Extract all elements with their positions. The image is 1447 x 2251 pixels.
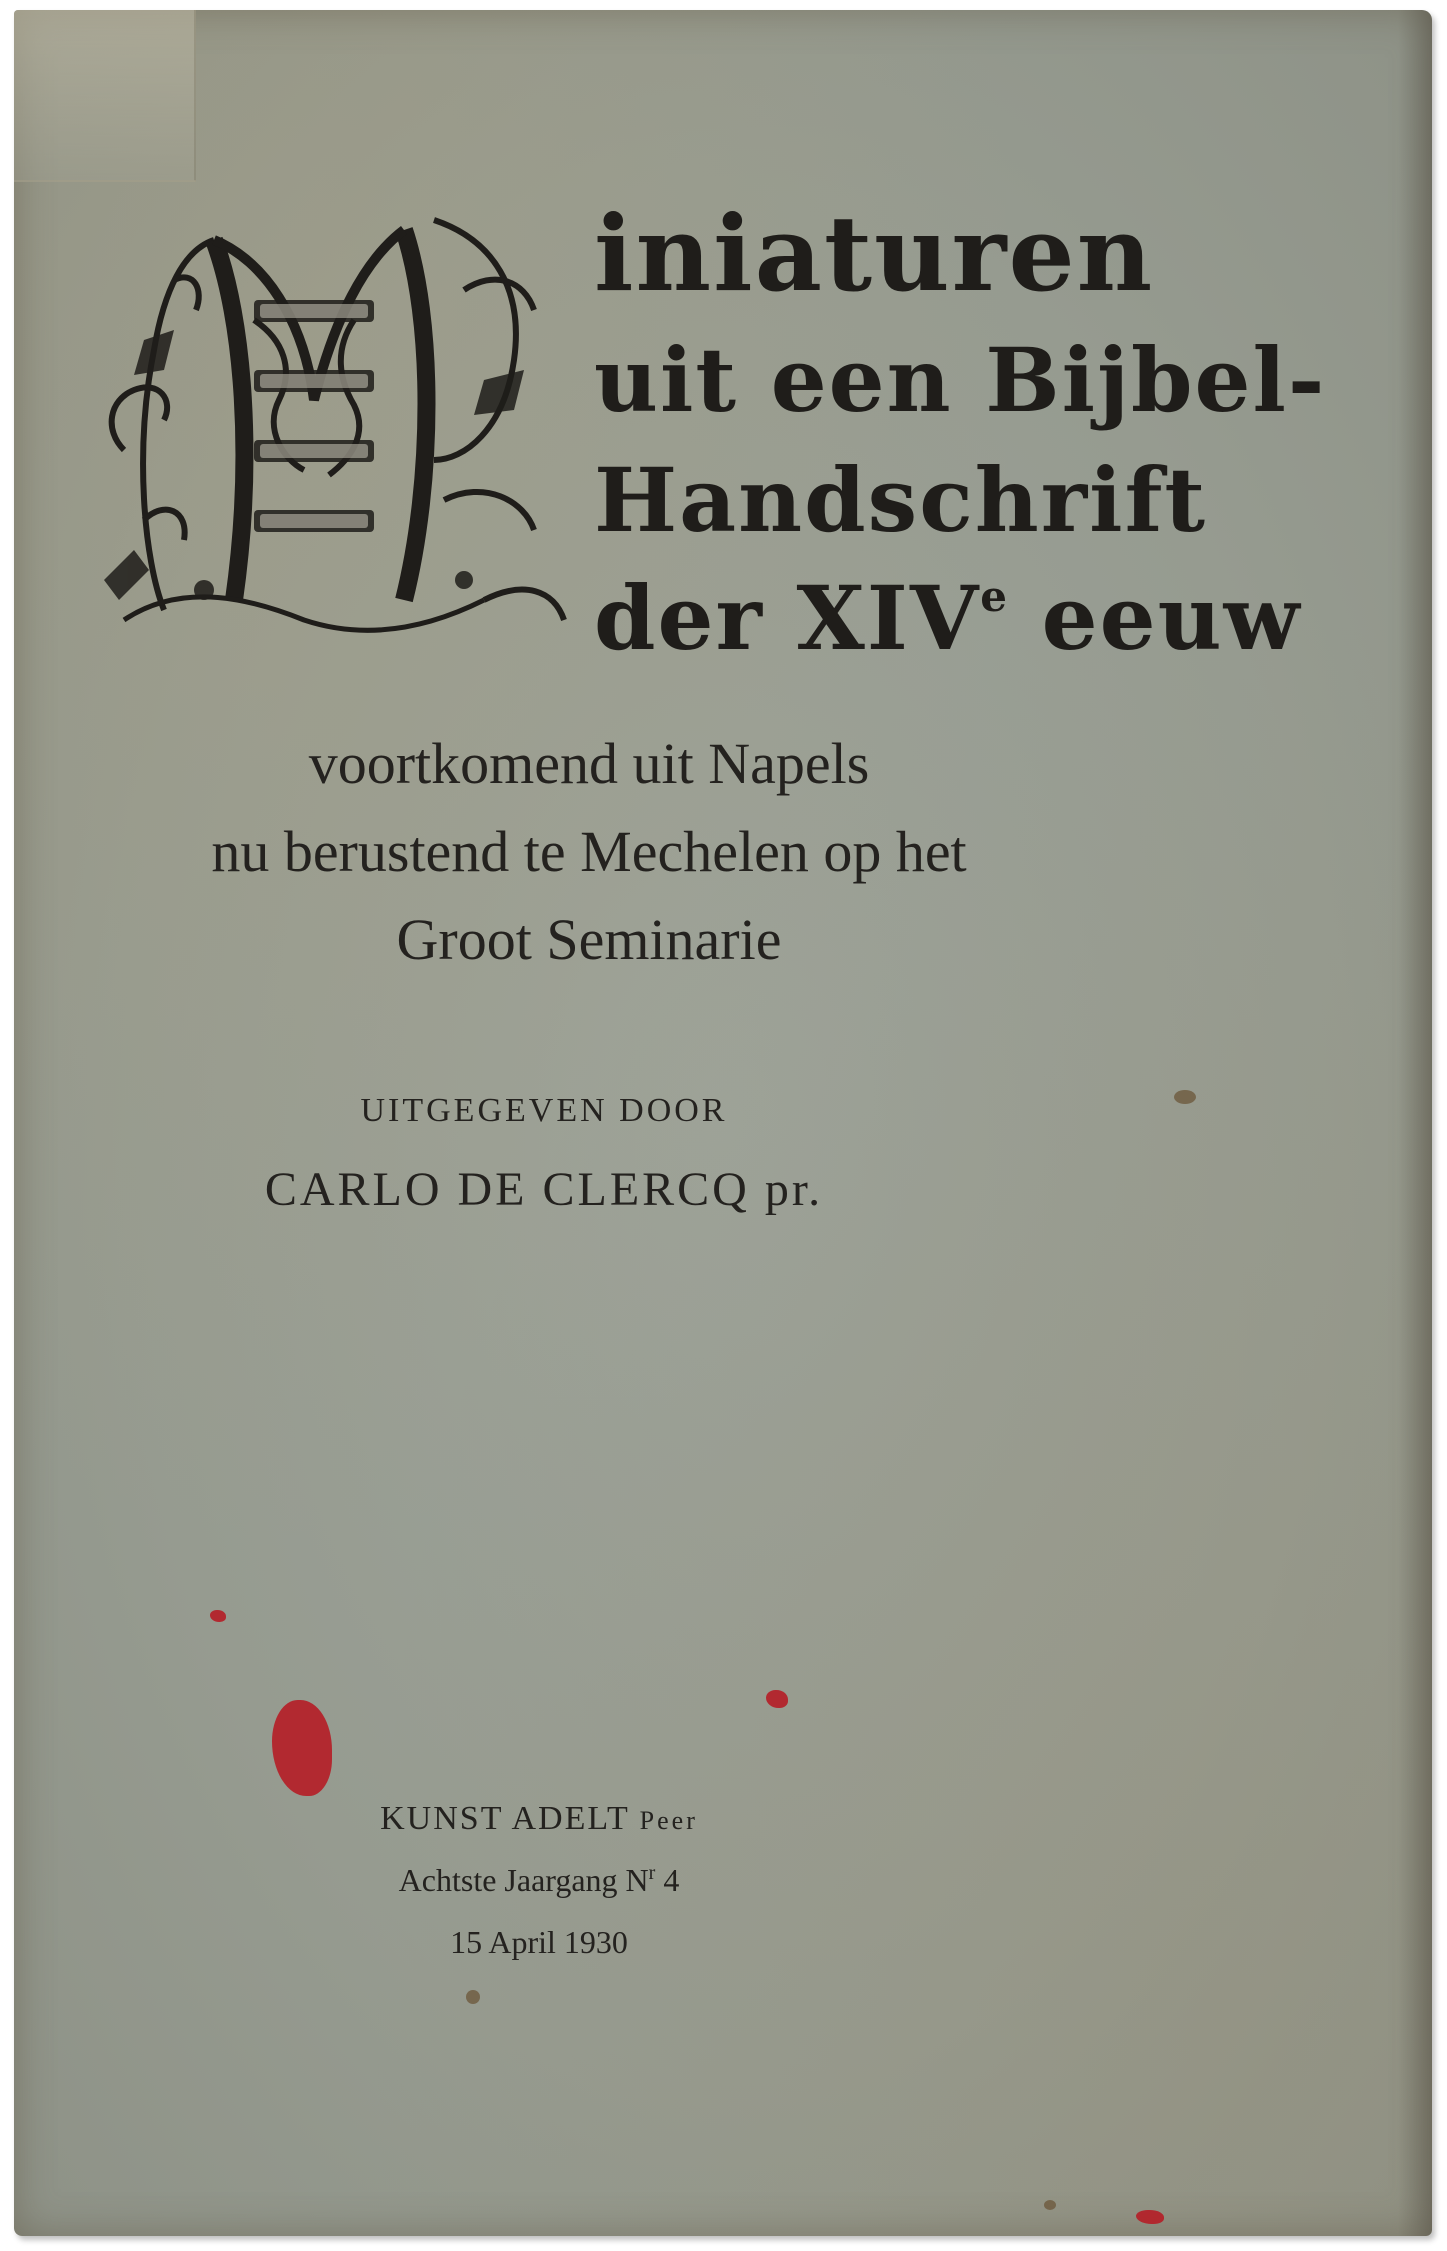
paper-fleck — [1174, 1090, 1196, 1104]
subtitle-line-2: nu berustend te Mechelen op het — [211, 819, 967, 884]
red-stain-large — [272, 1700, 332, 1796]
title-line-1: iniaturen — [594, 192, 1155, 315]
red-stain-small — [210, 1610, 226, 1622]
author-name: CARLO DE CLERCQ pr. — [264, 1163, 824, 1216]
title-line-4-superscript: e — [980, 572, 1009, 621]
subtitle-line-1: voortkomend uit Napels — [308, 731, 870, 796]
book-cover — [14, 10, 1432, 2236]
title-line-3: Handschrift — [594, 448, 1208, 552]
red-stain-dot — [766, 1690, 788, 1708]
issue-date: 15 April 1930 — [450, 1924, 628, 1960]
issue-number: 4 — [655, 1862, 680, 1898]
red-stain-bottom — [1136, 2210, 1164, 2224]
tape-strip — [14, 10, 196, 182]
issue-line — [14, 1862, 1064, 1899]
paper-fleck — [466, 1990, 480, 2004]
title-line-4-prefix: der XIV — [594, 566, 981, 670]
issue-superscript: r — [648, 1862, 656, 1884]
title-line-2: uit een Bijbel- — [594, 328, 1327, 432]
title-line-4 — [594, 566, 1301, 670]
paper-fleck — [1044, 2200, 1056, 2210]
worn-edge — [1398, 10, 1432, 2236]
journal-name: KUNST ADELT — [380, 1800, 630, 1837]
published-by-label: UITGEGEVEN DOOR — [360, 1092, 728, 1129]
issue-prefix: Achtste Jaargang N — [398, 1862, 649, 1898]
subtitle-line-3: Groot Seminarie — [396, 907, 782, 972]
journal-place: Peer — [639, 1806, 698, 1835]
journal-line — [14, 1800, 1064, 1838]
illuminated-initial-m — [104, 200, 574, 640]
title-line-4-suffix: eeuw — [1008, 566, 1302, 670]
